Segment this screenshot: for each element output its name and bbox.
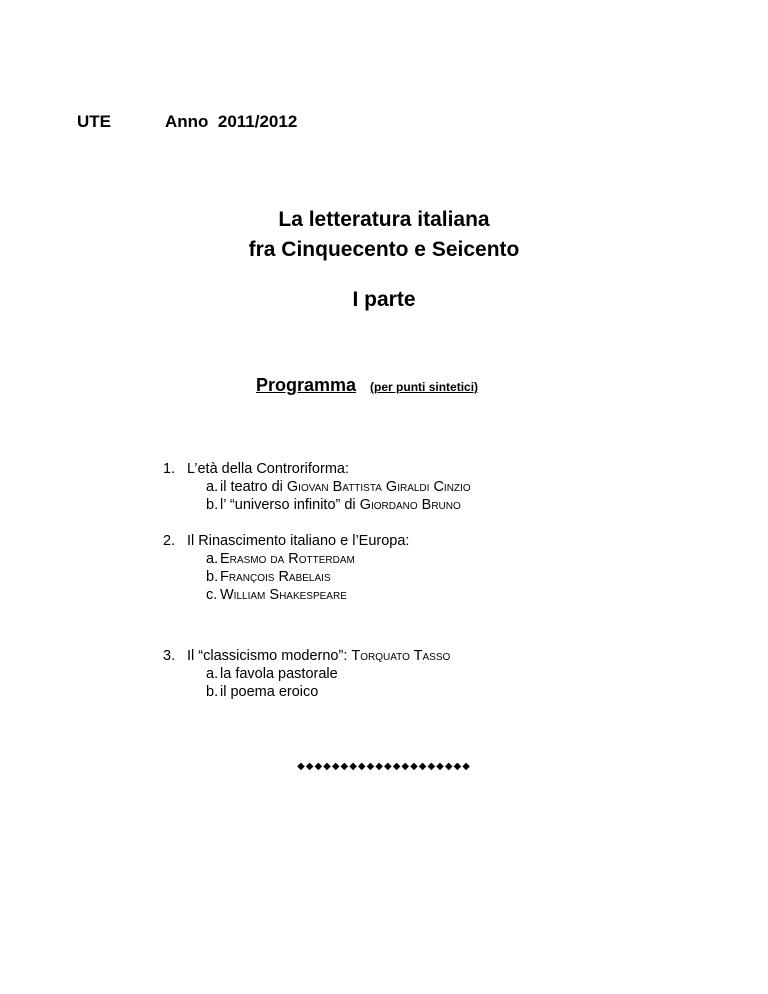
part-label: I parte (352, 288, 416, 311)
programma-title: Programma (256, 375, 357, 395)
list-item (206, 683, 450, 701)
section-text: Il “classicismo moderno”: (187, 648, 352, 664)
header-org: UTE (77, 112, 111, 131)
item-letter: a. (206, 479, 219, 495)
diamond-ornament-divider: ◆◆◆◆◆◆◆◆◆◆◆◆◆◆◆◆◆◆◆◆ (297, 761, 471, 772)
list-item (206, 550, 409, 568)
item-letter: a. (206, 666, 219, 682)
list-item (206, 496, 471, 514)
section-3 (163, 647, 450, 701)
item-letter: b. (206, 684, 219, 700)
item-text: l’ “universo infinito” di (220, 497, 360, 513)
item-text: il poema eroico (220, 684, 319, 700)
item-letter: c. (206, 587, 218, 603)
section-1 (163, 460, 471, 514)
section-number: 1. (163, 461, 176, 477)
section-text: L’età della Controriforma: (187, 461, 349, 477)
item-text: la favola pastorale (220, 666, 338, 682)
section-heading (163, 647, 450, 665)
section-2 (163, 532, 409, 604)
item-text: il teatro di (220, 479, 287, 495)
title-line-1: La letteratura italiana (278, 208, 490, 231)
list-item (206, 586, 409, 604)
item-letter: b. (206, 569, 219, 585)
document-title (0, 205, 768, 265)
programma-heading (256, 375, 478, 396)
section-author: Torquato Tasso (351, 648, 451, 664)
section-heading (163, 532, 409, 550)
item-letter: b. (206, 497, 219, 513)
item-letter: a. (206, 551, 219, 567)
item-author: François Rabelais (220, 569, 331, 585)
section-number: 3. (163, 648, 176, 664)
item-author: William Shakespeare (220, 587, 347, 603)
list-item (206, 568, 409, 586)
programma-note: (per punti sintetici) (370, 380, 479, 394)
title-line-2: fra Cinquecento e Seicento (248, 238, 520, 261)
list-item (206, 665, 450, 683)
list-item (206, 478, 471, 496)
section-text: Il Rinascimento italiano e l’Europa: (187, 533, 410, 549)
section-number: 2. (163, 533, 176, 549)
header-year: Anno 2011/2012 (165, 112, 298, 131)
section-heading (163, 460, 471, 478)
item-author: Giovan Battista Giraldi Cinzio (286, 479, 471, 495)
item-author: Erasmo da Rotterdam (220, 551, 355, 567)
item-author: Giordano Bruno (359, 497, 461, 513)
